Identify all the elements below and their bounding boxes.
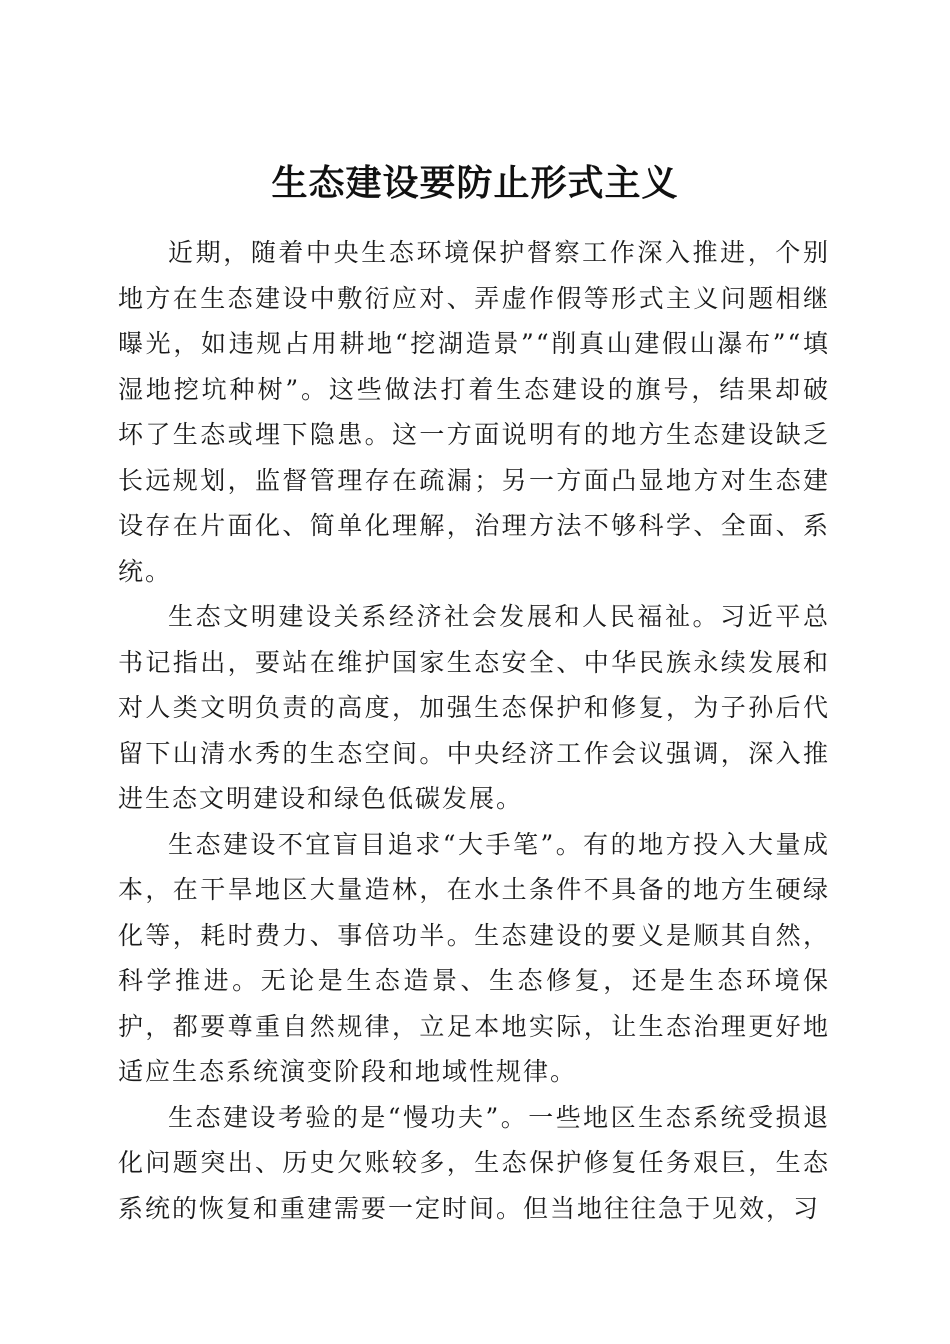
paragraph: 生态建设考验的是“慢功夫”。一些地区生态系统受损退化问题突出、历史欠账较多，生态保护修复任务艰巨，生态系统的恢复和重建需要一定时间。但当地往往急于见效，习 — [118, 1102, 830, 1223]
paragraph: 生态文明建设关系经济社会发展和人民福祉。习近平总书记指出，要站在维护国家生态安全、中华民族永续发展和对人类文明负责的高度，加强生态保护和修复，为子孙后代留下山清水秀的生态空间。中央经济工作会议强调，深入推进生态文明建设和绿色低碳发展。 — [118, 602, 830, 813]
document-title: 生态建设要防止形式主义 — [271, 162, 679, 205]
paragraph: 近期，随着中央生态环境保护督察工作深入推进，个别地方在生态建设中敷衍应对、弄虚作假等形式主义问题相继曝光，如违规占用耕地“挖湖造景”“削真山建假山瀑布”“填湿地挖坑种树”。这些做法打着生态建设的旗号，结果却破坏了生态或埋下隐患。这一方面说明有的地方生态建设缺乏长远规划，监督管理存在疏漏；另一方面凸显地方对生态建设存在片面化、简单化理解，治理方法不够科学、全面、系统。 — [118, 238, 830, 586]
document-body — [118, 230, 830, 1231]
paragraph: 生态建设不宜盲目追求“大手笔”。有的地方投入大量成本，在干旱地区大量造林，在水土条件不具备的地方生硬绿化等，耗时费力、事倍功半。生态建设的要义是顺其自然，科学推进。无论是生态造景、生态修复，还是生态环境保护，都要尊重自然规律，立足本地实际，让生态治理更好地适应生态系统演变阶段和地域性规律。 — [118, 829, 830, 1086]
